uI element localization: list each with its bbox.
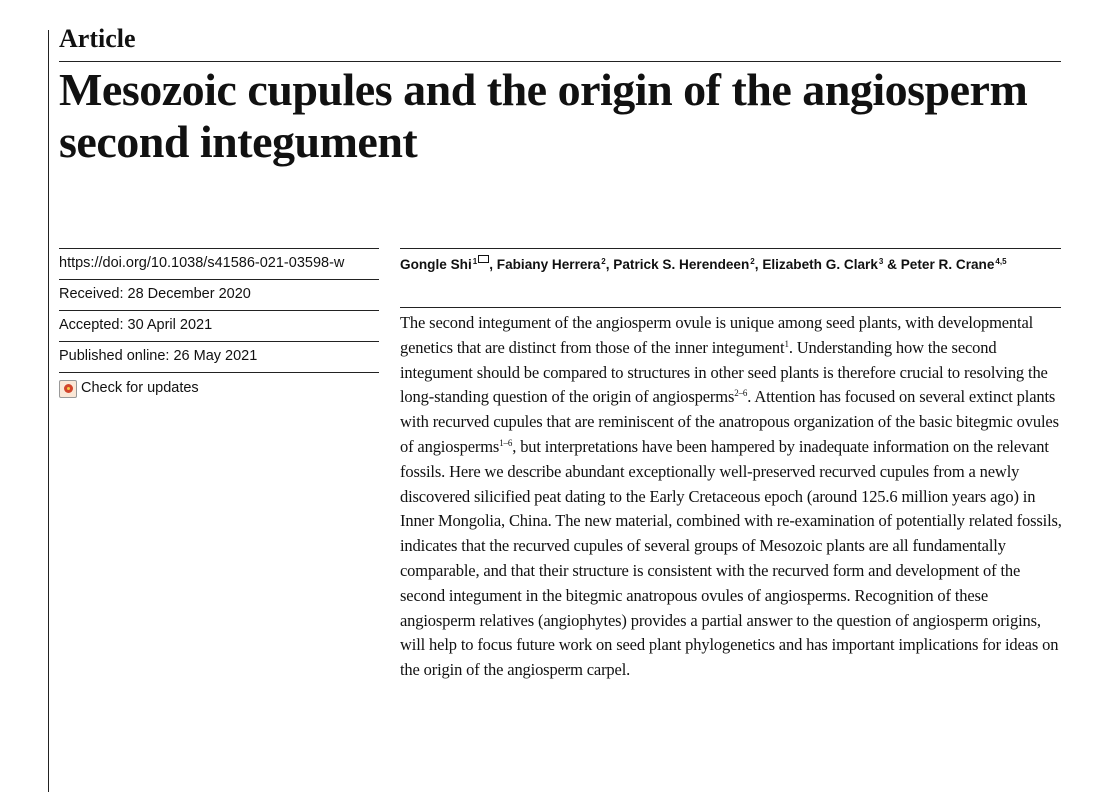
author-affiliation: 1 bbox=[472, 257, 478, 266]
check-for-updates-label: Check for updates bbox=[81, 380, 199, 396]
left-margin-rule bbox=[48, 30, 49, 792]
author-affiliation: 2 bbox=[750, 257, 755, 266]
citation-reference[interactable]: 1 bbox=[784, 338, 789, 349]
abstract-text bbox=[400, 311, 1064, 683]
published-date: Published online: 26 May 2021 bbox=[59, 341, 379, 372]
accepted-date: Accepted: 30 April 2021 bbox=[59, 310, 379, 341]
abstract-segment: , but interpretations have been hampered by inadequate information on the relevant fossils. Here we describe abundant exceptionally well-preserved recurved cupules from a newly discovered silicified peat dating to the Early Cretaceous epoch (around 125.6 million years ago) in Inner Mongolia, China. The new material, combined with re-examination of potentially related fossils, indicates that the recurved cupules of several groups of Mesozoic plants are all fundamentally comparable, and that their structure is consistent with the recurved form and development of the second integument in the bitegmic anatropous ovules of angiosperms. Recognition of these angiosperm relatives (angiophytes) provides a partial answer to the question of angiosperm origins, will help to focus future work on seed plant phylogenetics and has important implications for ideas on the origin of the angiosperm carpel. bbox=[400, 436, 1062, 680]
section-label: Article bbox=[59, 24, 136, 53]
author-separator: & bbox=[883, 257, 901, 272]
doi-link[interactable]: https://doi.org/10.1038/s41586-021-03598-w bbox=[59, 255, 345, 271]
abstract bbox=[400, 311, 1064, 683]
author-name[interactable]: Patrick S. Herendeen bbox=[613, 257, 750, 272]
author-name[interactable]: Fabiany Herrera bbox=[496, 257, 601, 272]
check-for-updates-button[interactable] bbox=[59, 372, 379, 403]
author-separator: , bbox=[489, 257, 497, 272]
received-date: Received: 28 December 2020 bbox=[59, 279, 379, 310]
author-separator: , bbox=[754, 257, 763, 272]
article-metadata bbox=[59, 248, 379, 403]
email-icon[interactable] bbox=[478, 255, 489, 263]
citation-reference[interactable]: 1–6 bbox=[499, 437, 513, 448]
crossmark-icon bbox=[59, 380, 77, 398]
author-name[interactable]: Peter R. Crane bbox=[900, 257, 995, 272]
abstract-segment: . Attention has focused on several extinct plants with recurved cupules that are reminiscent of the anatropous organization of the basic bitegmic ovules of angiosperms bbox=[400, 387, 1059, 456]
abstract-segment: . Understanding how the second integument should be compared to structures in other seed plants is therefore crucial to resolving the long-standing question of the origin of angiosperms bbox=[400, 337, 1048, 407]
authors-rule bbox=[400, 248, 1061, 249]
author-separator: , bbox=[605, 257, 614, 272]
header-rule bbox=[59, 61, 1061, 62]
author-affiliation: 3 bbox=[878, 257, 884, 266]
doi-item bbox=[59, 248, 379, 279]
article-title: Mesozoic cupules and the origin of the angiosperm second integument bbox=[59, 64, 1028, 167]
abstract-rule bbox=[400, 307, 1061, 308]
author-name[interactable]: Gongle Shi bbox=[400, 257, 472, 272]
author-name[interactable]: Elizabeth G. Clark bbox=[762, 257, 878, 272]
author-affiliation: 2 bbox=[601, 257, 606, 266]
abstract-segment: The second integument of the angiosperm ovule is unique among seed plants, with developmental genetics that are distinct from those of the inner integument bbox=[400, 313, 1034, 357]
author-affiliation: 4,5 bbox=[995, 257, 1007, 266]
citation-reference[interactable]: 2–6 bbox=[734, 388, 748, 399]
author-list bbox=[400, 250, 1060, 277]
